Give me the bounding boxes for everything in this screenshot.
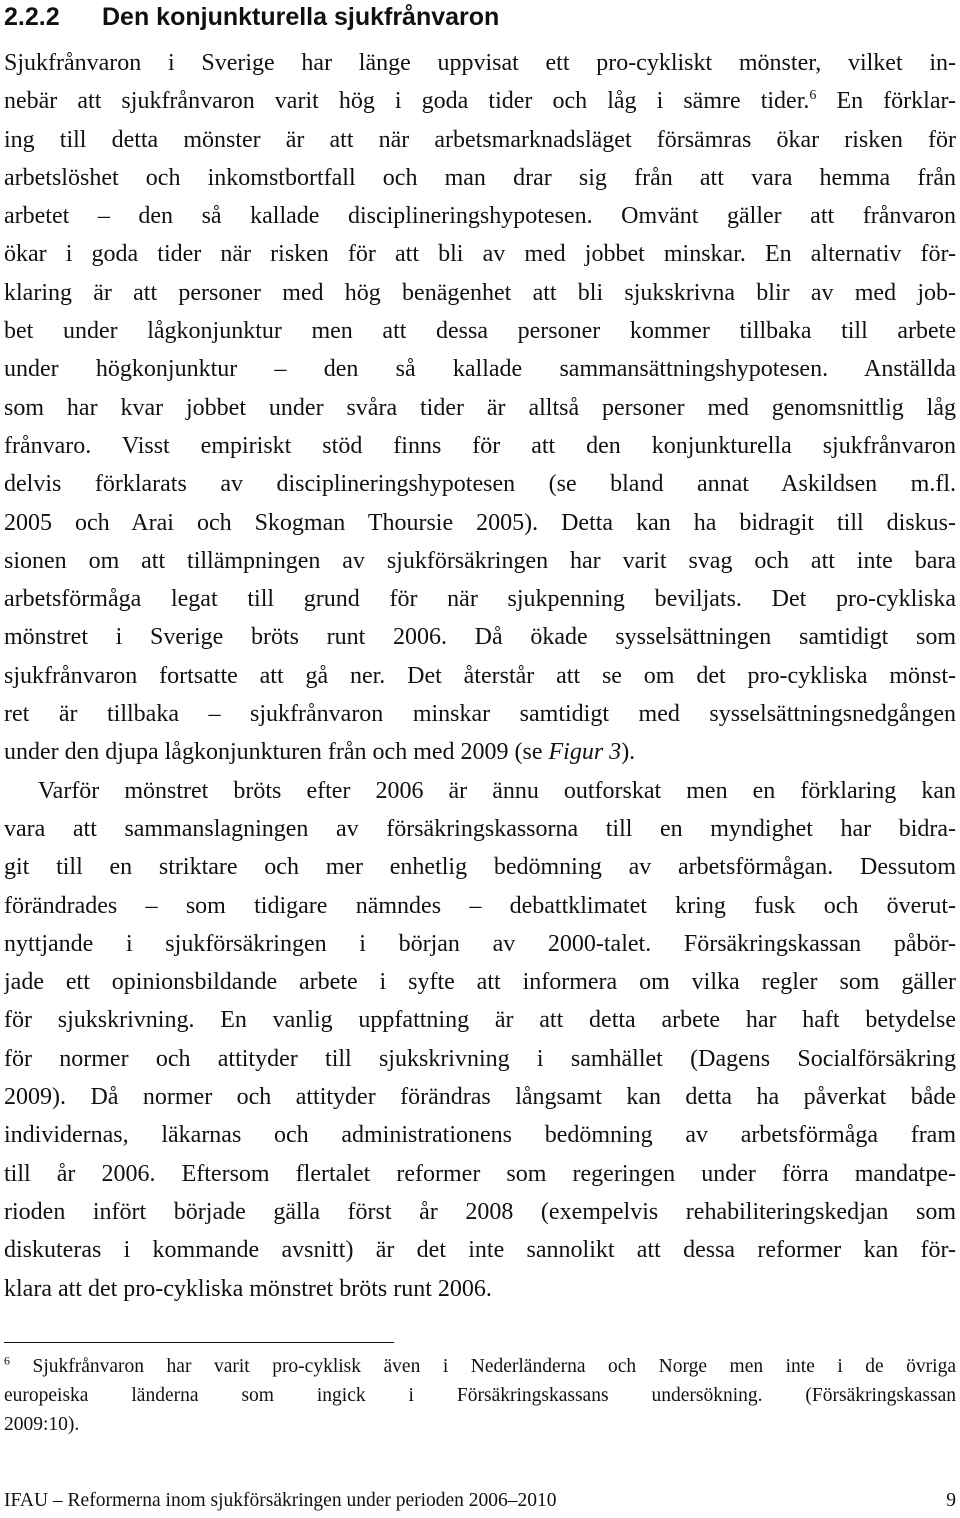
line-text: individernas, läkarnas och administrationens bedömning av arbetsförmåga fram	[4, 1122, 956, 1149]
text-line	[4, 925, 956, 963]
text-line	[4, 312, 956, 350]
page-footer	[4, 1488, 956, 1514]
line-text: nebär att sjukfrånvaron varit hög i goda tider och låg i sämre tider.	[4, 88, 810, 115]
text-line	[4, 810, 956, 848]
line-text: under den djupa lågkonjunkturen från och med 2009 (se	[4, 739, 549, 766]
footnote-separator	[4, 1342, 394, 1343]
line-text: arbetet – den så kallade disciplineringshypotesen. Omvänt gäller att frånvaron	[4, 203, 956, 230]
text-line	[4, 159, 956, 197]
text-line	[4, 1410, 956, 1439]
footnote-marker: 6	[4, 1353, 10, 1368]
text-line	[4, 695, 956, 733]
text-line	[4, 44, 956, 82]
line-text: arbetslöshet och inkomstbortfall och man drar sig från att vara hemma från	[4, 164, 956, 191]
line-text: diskuteras i kommande avsnitt) är det inte sannolikt att dessa reformer kan för-	[4, 1237, 956, 1264]
line-text-continued: En förklar-	[816, 88, 956, 115]
line-text: klaring är att personer med hög benägenhet att bli sjukskrivna blir av med job-	[4, 279, 956, 306]
text-line	[4, 733, 956, 771]
text-line	[4, 580, 956, 618]
text-line	[4, 1193, 956, 1231]
line-text: arbetsförmåga legat till grund för när sjukpenning beviljats. Det pro-cykliska	[4, 586, 956, 613]
text-line	[4, 504, 956, 542]
line-text: Varför mönstret bröts efter 2006 är ännu outforskat men en förklaring kan	[38, 777, 956, 804]
footnote	[4, 1352, 956, 1439]
footer-text: IFAU – Reformerna inom sjukförsäkringen under perioden 2006–2010	[4, 1490, 557, 1511]
text-line	[4, 1040, 956, 1078]
text-line	[4, 350, 956, 388]
body-text	[4, 44, 956, 1308]
line-text: ret är tillbaka – sjukfrånvaron minskar samtidigt med sysselsättningsnedgången	[4, 701, 956, 728]
text-line	[4, 657, 956, 695]
line-text: Sjukfrånvaron i Sverige har länge uppvisat ett pro-cykliskt mönster, vilket in-	[4, 50, 956, 76]
line-text: rioden infört började gälla först år 2008 (exempelvis rehabiliteringskedjan som	[4, 1198, 956, 1225]
text-line	[4, 235, 956, 273]
line-text: förändrades – som tidigare nämndes – debattklimatet kring fusk och överut-	[4, 892, 956, 919]
text-line	[4, 1116, 956, 1154]
line-text: vara att sammanslagningen av försäkringskassorna till en myndighet har bidra-	[4, 815, 956, 842]
text-line	[4, 887, 956, 925]
line-text: nyttjande i sjukförsäkringen i början av 2000-talet. Försäkringskassan påbör-	[4, 930, 956, 957]
line-text: delvis förklarats av disciplineringshypotesen (se bland annat Askildsen m.fl.	[4, 471, 956, 498]
figure-reference: Figur 3	[548, 739, 622, 766]
line-text: europeiska länderna som ingick i Försäkringskassans undersökning. (Försäkringskassan	[4, 1385, 956, 1406]
text-line	[4, 772, 956, 810]
line-text: 2009). Då normer och attityder förändras långsamt kan detta ha påverkat både	[4, 1084, 956, 1111]
line-text: 2005 och Arai och Skogman Thoursie 2005). Detta kan ha bidragit till diskus-	[4, 509, 956, 536]
line-text: ing till detta mönster är att när arbetsmarknadsläget försämras ökar risken för	[4, 126, 956, 153]
text-line	[4, 82, 956, 120]
text-line	[4, 1078, 956, 1116]
text-line	[4, 1352, 956, 1381]
text-line	[4, 1381, 956, 1410]
line-text: sjukfrånvaron fortsatte att gå ner. Det återstår att se om det pro-cykliska mönst-	[4, 662, 956, 689]
text-line	[4, 1155, 956, 1193]
line-text: som har kvar jobbet under svåra tider är alltså personer med genomsnittlig låg	[4, 394, 956, 421]
section-title: Den konjunkturella sjukfrånvaron	[102, 3, 500, 31]
line-text: frånvaro. Visst empiriskt stöd finns för att den konjunkturella sjukfrånvaron	[4, 432, 956, 459]
line-text: för normer och attityder till sjukskrivning i samhället (Dagens Socialförsäkring	[4, 1045, 956, 1072]
section-number: 2.2.2	[4, 3, 60, 31]
text-line	[4, 848, 956, 886]
line-text-continued: ).	[621, 739, 636, 766]
line-text: för sjukskrivning. En vanlig uppfattning är att detta arbete har haft betydelse	[4, 1007, 956, 1034]
text-line	[4, 465, 956, 503]
page-number: 9	[946, 1490, 956, 1511]
text-line	[4, 427, 956, 465]
line-text: sionen om att tillämpningen av sjukförsäkringen har varit svag och att inte bara	[4, 547, 956, 574]
text-line	[4, 1001, 956, 1039]
section-heading	[4, 2, 499, 32]
text-line	[4, 963, 956, 1001]
line-text: 2009:10).	[4, 1414, 80, 1435]
line-text: klara att det pro-cykliska mönstret bröts runt 2006.	[4, 1275, 492, 1302]
footnote-reference[interactable]: 6	[809, 88, 817, 104]
text-line	[4, 1270, 956, 1308]
text-line	[4, 389, 956, 427]
line-text: till år 2006. Eftersom flertalet reformer som regeringen under förra mandatpe-	[4, 1160, 956, 1187]
text-line	[4, 542, 956, 580]
line-text: bet under lågkonjunktur men att dessa personer kommer tillbaka till arbete	[4, 318, 956, 345]
line-text: git till en striktare och mer enhetlig bedömning av arbetsförmågan. Dessutom	[4, 854, 956, 881]
text-line	[4, 1231, 956, 1269]
text-line	[4, 121, 956, 159]
text-line	[4, 274, 956, 312]
line-text: jade ett opinionsbildande arbete i syfte att informera om vilka regler som gäller	[4, 969, 956, 996]
text-line	[4, 618, 956, 656]
line-text: under högkonjunktur – den så kallade sammansättningshypotesen. Anställda	[4, 356, 956, 383]
text-line	[4, 197, 956, 235]
line-text: mönstret i Sverige bröts runt 2006. Då ökade sysselsättningen samtidigt som	[4, 624, 956, 651]
line-text: Sjukfrånvaron har varit pro-cyklisk även i Nederländerna och Norge men inte i de övriga	[10, 1356, 956, 1377]
line-text: ökar i goda tider när risken för att bli av med jobbet minskar. En alternativ för-	[4, 241, 956, 268]
